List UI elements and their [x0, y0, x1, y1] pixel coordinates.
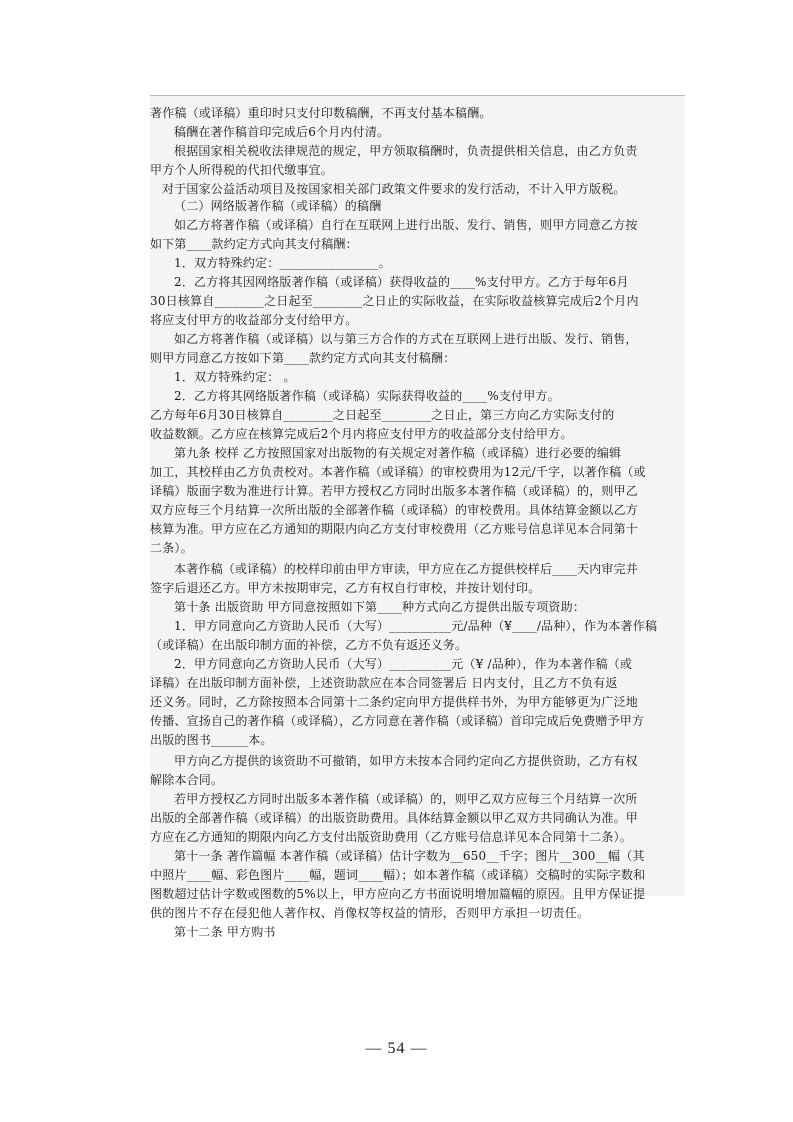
text-line: 出版的全部著作稿（或译稿）的出版资助费用。具体结算金额以甲乙双方共同确认为准。甲 — [150, 811, 639, 825]
text-line: 解除本合同。 — [150, 773, 224, 787]
text-line: 如下第____款约定方式向其支付稿酬： — [150, 237, 358, 251]
text-line: 1．双方特殊约定： 。 — [174, 370, 296, 384]
text-line: 图数超过估计字数或图数的5%以上，甲方应向乙方书面说明增加篇幅的原因。且甲方保证提 — [150, 887, 646, 901]
text-line: 1．双方特殊约定：________________。 — [174, 256, 391, 270]
text-line: 1．甲方同意向乙方资助人民币（大写）__________元/品种（¥____/品种），作为本著作稿 — [174, 619, 658, 633]
text-line: 甲方向乙方提供的该资助不可撤销，如甲方未按本合同约定向乙方提供资助，乙方有权 — [174, 754, 638, 768]
text-line: 供的图片不存在侵犯他人著作权、肖像权等权益的情形，否则甲方承担一切责任。 — [150, 906, 590, 920]
page-number: — 54 — — [365, 1040, 428, 1057]
text-line: 稿酬在著作稿首印完成后6个月内付清。 — [174, 125, 390, 139]
text-line: 收益数额。乙方应在核算完成后2个月内将应支付甲方的收益部分支付给甲方。 — [150, 427, 573, 441]
text-line: 中照片____幅、彩色图片____幅，题词____幅）；如本著作稿（或译稿）交稿时的实际字数和 — [150, 868, 646, 882]
text-line: 本著作稿（或译稿）的校样印前由甲方审读，甲方应在乙方提供校样后____天内审完并 — [174, 562, 639, 576]
scanned-page — [150, 95, 685, 939]
article-heading: 第十一条 著作篇幅 本著作稿（或译稿）估计字数为__650__千字；图片__300__幅（其 — [174, 849, 645, 863]
text-line: 译稿）版面字数为准进行计算。若甲方授权乙方同时出版多本著作稿（或译稿）的，则甲乙 — [150, 484, 639, 498]
text-line: 乙方每年6月30日核算自________之日起至________之日止，第三方向乙方实际支付的 — [150, 408, 615, 422]
text-line: 甲方个人所得税的代扣代缴事宜。 — [150, 163, 334, 177]
article-heading: 第十二条 甲方购书 — [174, 925, 276, 939]
text-line: 30日核算自________之日起至________之日止的实际收益，在实际收益核算完成后2个月内 — [150, 294, 639, 308]
text-line: 二条）。 — [150, 541, 193, 555]
text-line: 方应在乙方通知的期限内向乙方支付出版资助费用（乙方账号信息详见本合同第十二条）。 — [150, 830, 633, 844]
article-heading: 第九条 校样 乙方按照国家对出版物的有关规定对著作稿（或译稿）进行必要的编辑 — [174, 446, 622, 460]
text-line: 加工，其校样由乙方负责校对。本著作稿（或译稿）的审校费用为12元/千字，以著作稿（或 — [150, 465, 646, 479]
text-line: 双方应每三个月结算一次所出版的全部著作稿（或译稿）的审校费用。具体结算金额以乙方 — [150, 503, 639, 517]
text-line: 2．甲方同意向乙方资助人民币（大写）__________元（¥ /品种），作为本著作稿（或 — [174, 657, 633, 671]
text-line: 签字后退还乙方。甲方未按期审完，乙方有权自行审校，并按计划付印。 — [150, 581, 541, 595]
text-line: 传播、宣扬自己的著作稿（或译稿），乙方同意在著作稿（或译稿）首印完成后免费赠予甲方 — [150, 714, 645, 728]
text-line: 译稿）在出版印制方面补偿，上述资助款应在本合同签署后 日内支付，且乙方不负有返 — [150, 676, 618, 690]
text-line: 将应支付甲方的收益部分支付给甲方。 — [150, 313, 358, 327]
text-line: 2．乙方将其因网络版著作稿（或译稿）获得收益的____%支付甲方。乙方于每年6月 — [174, 275, 629, 289]
text-line: 根据国家相关税收法律规范的规定，甲方领取稿酬时，负责提供相关信息，由乙方负责 — [174, 144, 638, 158]
text-line: 2．乙方将其网络版著作稿（或译稿）实际获得收益的____%支付甲方。 — [174, 389, 560, 403]
text-line: 如乙方将著作稿（或译稿）以与第三方合作的方式在互联网上进行出版、发行、销售， — [174, 332, 638, 346]
text-line: 如乙方将著作稿（或译稿）自行在互联网上进行出版、发行、销售，则甲方同意乙方按 — [174, 218, 638, 232]
text-line: （或译稿）在出版印制方面的补偿，乙方不负有返还义务。 — [150, 638, 468, 652]
text-line: 出版的图书______本。 — [150, 733, 273, 747]
article-heading: 第十条 出版资助 甲方同意按照如下第____种方式向乙方提供出版专项资助： — [174, 600, 586, 614]
text-line: 若甲方授权乙方同时出版多本著作稿（或译稿）的，则甲乙双方应每三个月结算一次所 — [174, 792, 638, 806]
section-heading: （二）网络版著作稿（或译稿）的稿酬 — [174, 199, 382, 213]
text-line: 对于国家公益活动项目及按国家相关部门政策文件要求的发行活动，不计入甲方版税。 — [162, 182, 626, 196]
text-line: 则甲方同意乙方按如下第____款约定方式向其支付稿酬： — [150, 351, 456, 365]
text-line: 还义务。同时，乙方除按照本合同第十二条约定向甲方提供样书外，为甲方能够更为广泛地 — [150, 695, 639, 709]
text-line: 核算为准。甲方应在乙方通知的期限内向乙方支付审校费用（乙方账号信息详见本合同第十 — [150, 522, 639, 536]
text-line: 著作稿（或译稿）重印时只支付印数稿酬，不再支付基本稿酬。 — [150, 106, 492, 120]
